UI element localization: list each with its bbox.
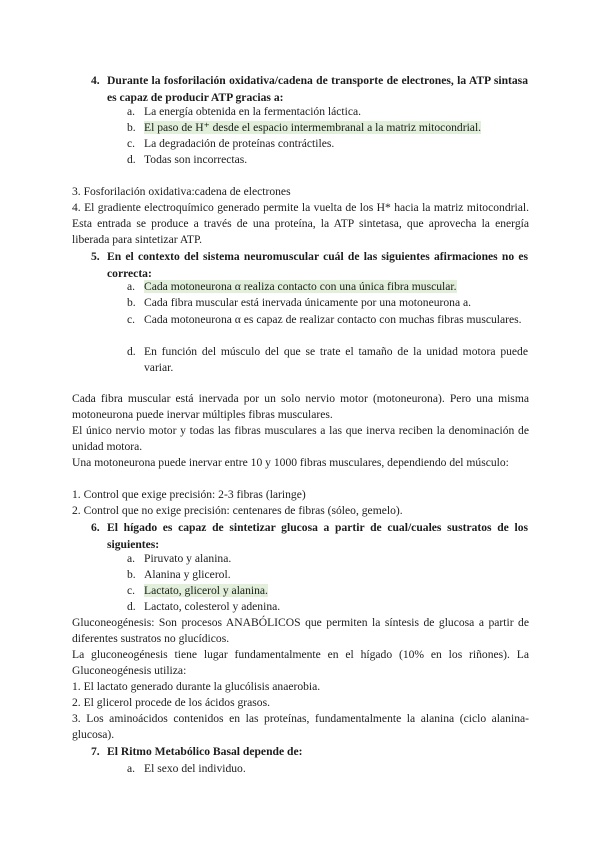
question-text: El hígado es capaz de sintetizar glucosa a partir de cual/cuales sustratos de los siguientes: <box>107 521 528 551</box>
option-text: La degradación de proteínas contráctiles. <box>144 137 335 150</box>
question-number: 6. <box>91 521 100 534</box>
highlighted-answer: Lactato, glicerol y alanina. <box>144 584 268 597</box>
explanation-paragraph: La gluconeogénesis tiene lugar fundamentalmente en el hígado (10% en los riñones). La Gluconeogénesis utiliza: <box>72 648 529 677</box>
question-number: 7. <box>91 745 100 758</box>
option-text: Cada motoneurona α es capaz de realizar contacto con muchas fibras musculares. <box>144 313 522 326</box>
option-text: Todas son incorrectas. <box>144 153 248 166</box>
option-text: Alanina y glicerol. <box>144 568 231 581</box>
option-a: a. El sexo del individuo. <box>127 762 246 775</box>
explanation-list-item: 2. El glicerol procede de los ácidos grasos. <box>72 696 270 709</box>
question-number: 5. <box>91 250 100 263</box>
highlighted-answer: Cada motoneurona α realiza contacto con una única fibra muscular. <box>144 280 457 293</box>
question-text: En el contexto del sistema neuromuscular cuál de las siguientes afirmaciones no es correcta: <box>107 250 528 280</box>
option-b-correct: b. El paso de H⁺ desde el espacio intermembranal a la matriz mitocondrial. <box>127 121 482 134</box>
option-text: Lactato, colesterol y adenina. <box>144 600 281 613</box>
option-text: La energía obtenida en la fermentación láctica. <box>144 105 362 118</box>
option-c: c. La degradación de proteínas contráctiles. <box>127 137 335 150</box>
option-a: a. La energía obtenida en la fermentación láctica. <box>127 105 362 118</box>
explanation-list-item: 2. Control que no exige precisión: centenares de fibras (sóleo, gemelo). <box>72 504 403 517</box>
explanation-paragraph: 4. El gradiente electroquímico generado permite la vuelta de los H* hacia la matriz mitocondrial. Esta entrada se produce a través de una proteína, la ATP sintetasa, que aprovecha la energía liberada para sintetizar ATP. <box>72 201 529 246</box>
explanation-list-item: 1. Control que exige precisión: 2-3 fibras (laringe) <box>72 488 306 501</box>
option-c-correct: c. Lactato, glicerol y alanina. <box>127 584 268 597</box>
explanation-list-item: 3. Los aminoácidos contenidos en las proteínas, fundamentalmente la alanina (ciclo alanina-glucosa). <box>72 712 529 741</box>
option-text: Cada fibra muscular está inervada únicamente por una motoneurona a. <box>144 296 472 309</box>
explanation-paragraph: Cada fibra muscular está inervada por un solo nervio motor (motoneurona). Pero una misma motoneurona puede inervar múltiples fibras musculares. <box>72 392 529 421</box>
option-b: b. Cada fibra muscular está inervada únicamente por una motoneurona a. <box>127 296 472 309</box>
explanation-paragraph: Una motoneurona puede inervar entre 10 y 1000 fibras musculares, dependiendo del músculo: <box>72 456 509 469</box>
explanation-list-item: 1. El lactato generado durante la glucólisis anaerobia. <box>72 680 321 693</box>
option-d: d. En función del músculo del que se trate el tamaño de la unidad motora puede variar. <box>127 345 528 374</box>
option-text: El sexo del individuo. <box>144 762 246 775</box>
highlighted-answer: El paso de H⁺ desde el espacio intermembranal a la matriz mitocondrial. <box>144 121 482 134</box>
question-4 <box>91 72 528 106</box>
option-c: c. Cada motoneurona α es capaz de realizar contacto con muchas fibras musculares. <box>127 313 522 326</box>
option-b: b. Alanina y glicerol. <box>127 568 231 581</box>
question-7 <box>91 743 528 760</box>
option-text: Piruvato y alanina. <box>144 552 232 565</box>
option-text: En función del músculo del que se trate el tamaño de la unidad motora puede variar. <box>144 345 528 374</box>
option-a-correct: a. Cada motoneurona α realiza contacto con una única fibra muscular. <box>127 280 457 293</box>
option-d: d. Lactato, colesterol y adenina. <box>127 600 281 613</box>
question-5 <box>91 248 528 282</box>
question-text: El Ritmo Metabólico Basal depende de: <box>107 745 303 758</box>
explanation-paragraph: El único nervio motor y todas las fibras musculares a las que inerva reciben la denominación de unidad motora. <box>72 424 529 453</box>
option-d: d. Todas son incorrectas. <box>127 153 248 166</box>
question-number: 4. <box>91 74 100 87</box>
question-6 <box>91 519 528 553</box>
explanation-paragraph: Gluconeogénesis: Son procesos ANABÓLICOS que permiten la síntesis de glucosa a partir de diferentes sustratos no glucídicos. <box>72 616 529 645</box>
option-a: a. Piruvato y alanina. <box>127 552 232 565</box>
question-text: Durante la fosforilación oxidativa/cadena de transporte de electrones, la ATP sintasa es capaz de producir ATP gracias a: <box>107 74 528 104</box>
explanation-heading: 3. Fosforilación oxidativa:cadena de electrones <box>72 185 291 198</box>
